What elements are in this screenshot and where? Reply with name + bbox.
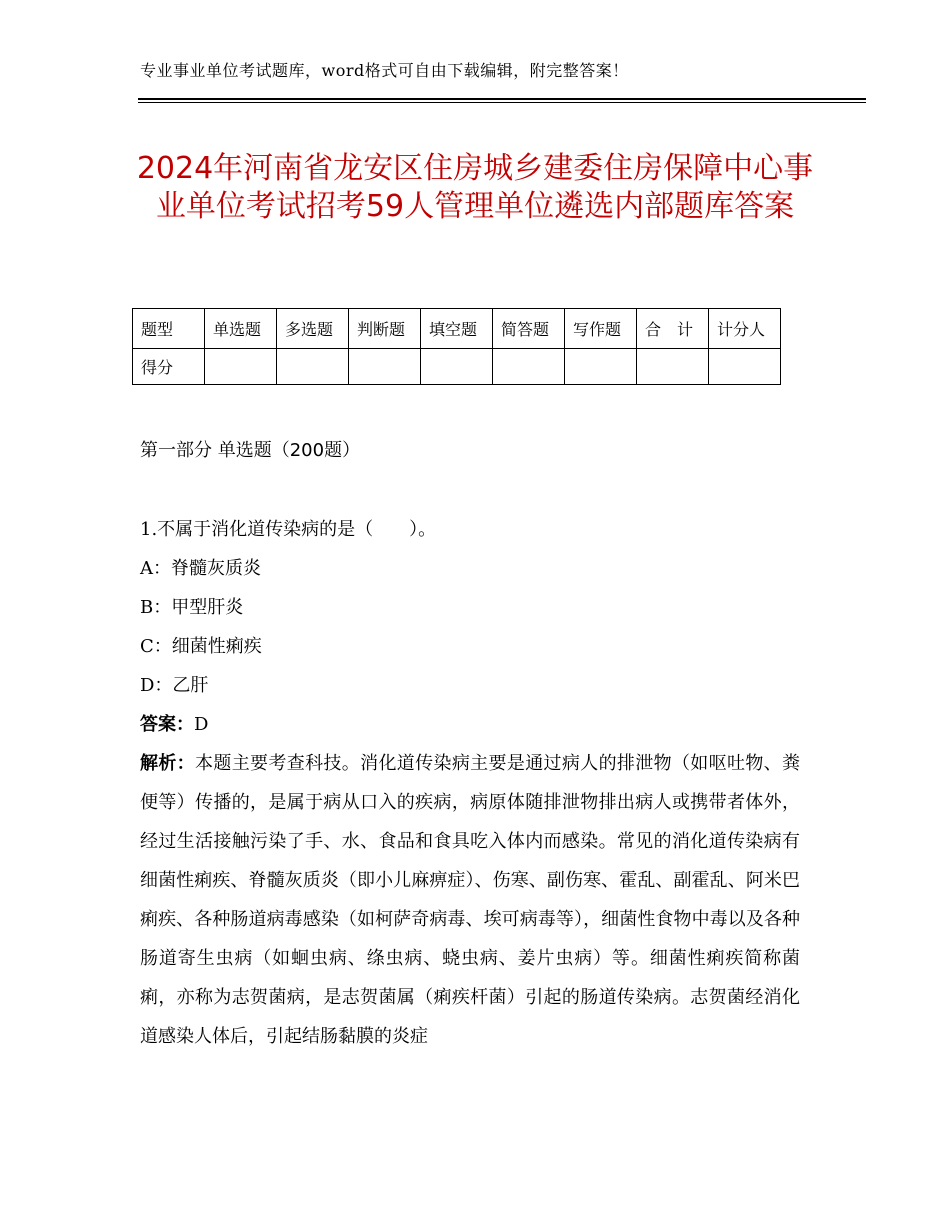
score-cell — [493, 349, 565, 385]
section-title: 第一部分 单选题（200题） — [140, 440, 361, 461]
score-table-header-cell: 填空题 — [421, 309, 493, 349]
option-d: D：乙肝 — [140, 675, 209, 696]
score-table-header-cell: 题型 — [133, 309, 205, 349]
score-table-score-row — [133, 349, 781, 385]
header-rule — [138, 98, 866, 100]
score-table-header-cell: 简答题 — [493, 309, 565, 349]
score-table-header-row — [133, 309, 781, 349]
question-block — [140, 510, 800, 1056]
answer-value: D — [194, 714, 209, 735]
header-rule-thin — [138, 102, 866, 103]
score-cell — [565, 349, 637, 385]
score-table-header-cell: 多选题 — [277, 309, 349, 349]
answer-line — [140, 705, 800, 744]
score-cell — [205, 349, 277, 385]
score-table-header-cell: 合 计 — [637, 309, 709, 349]
option-a: A：脊髓灰质炎 — [140, 558, 261, 579]
document-title: 2024年河南省龙安区住房城乡建委住房保障中心事业单位考试招考59人管理单位遴选内部题库答案 — [136, 151, 814, 224]
score-cell — [349, 349, 421, 385]
option-b: B：甲型肝炎 — [140, 597, 244, 618]
option-c: C：细菌性痢疾 — [140, 636, 262, 657]
score-table — [132, 308, 781, 385]
question-stem: 1.不属于消化道传染病的是（ ）。 — [140, 519, 437, 540]
score-row-label: 得分 — [133, 349, 205, 385]
score-table-header-cell: 判断题 — [349, 309, 421, 349]
analysis-text: 本题主要考查科技。消化道传染病主要是通过病人的排泄物（如呕吐物、粪便等）传播的，是属于病从口入的疾病，病原体随排泄物排出病人或携带者体外，经过生活接触污染了手、水、食品和食具吃入体内而感染。常见的消化道传染病有细菌性痢疾、脊髓灰质炎（即小儿麻痹症）、伤寒、副伤寒、霍乱、副霍乱、阿米巴痢疾、各种肠道病毒感染（如柯萨奇病毒、埃可病毒等），细菌性食物中毒以及各种肠道寄生虫病（如蛔虫病、绦虫病、蛲虫病、姜片虫病）等。细菌性痢疾简称菌痢，亦称为志贺菌病，是志贺菌属（痢疾杆菌）引起的肠道传染病。志贺菌经消化道感染人体后，引起结肠黏膜的炎症 — [140, 753, 800, 1047]
score-cell — [277, 349, 349, 385]
score-cell — [421, 349, 493, 385]
score-table-header-cell: 写作题 — [565, 309, 637, 349]
header-note: 专业事业单位考试题库，word格式可自由下载编辑，附完整答案！ — [140, 61, 629, 80]
score-cell — [637, 349, 709, 385]
score-table-header-cell: 计分人 — [709, 309, 781, 349]
analysis-paragraph — [140, 744, 800, 1056]
analysis-label: 解析： — [140, 753, 196, 774]
answer-label: 答案： — [140, 714, 194, 735]
score-cell — [709, 349, 781, 385]
score-table-header-cell: 单选题 — [205, 309, 277, 349]
